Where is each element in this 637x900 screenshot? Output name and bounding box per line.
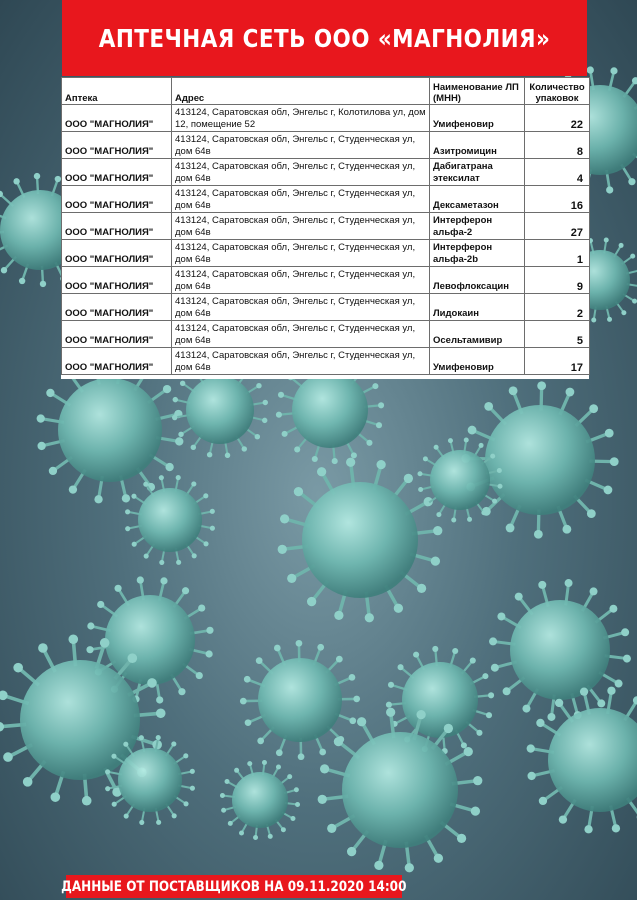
table-row <box>62 186 590 213</box>
table-header-row <box>62 78 590 105</box>
header-banner <box>62 0 587 76</box>
cell-quantity: 2 <box>525 294 590 321</box>
table-row <box>62 348 590 375</box>
cell-drug: Умифеновир <box>430 105 525 132</box>
footer-date-text: ДАННЫЕ ОТ ПОСТАВЩИКОВ НА 09.11.2020 14:00 <box>61 878 407 895</box>
cell-pharmacy: ООО "МАГНОЛИЯ" <box>62 294 172 321</box>
cell-quantity: 9 <box>525 267 590 294</box>
cell-quantity: 5 <box>525 321 590 348</box>
cell-address: 413124, Саратовская обл, Энгельс г, Студенческая ул, дом 64в <box>172 267 430 294</box>
cell-drug: Азитромицин <box>430 132 525 159</box>
cell-pharmacy: ООО "МАГНОЛИЯ" <box>62 321 172 348</box>
cell-quantity: 27 <box>525 213 590 240</box>
cell-pharmacy: ООО "МАГНОЛИЯ" <box>62 213 172 240</box>
table-row <box>62 321 590 348</box>
cell-quantity: 1 <box>525 240 590 267</box>
cell-address: 413124, Саратовская обл, Энгельс г, Студенческая ул, дом 64в <box>172 321 430 348</box>
cell-drug: Осельтамивир <box>430 321 525 348</box>
cell-address: 413124, Саратовская обл, Энгельс г, Студенческая ул, дом 64в <box>172 240 430 267</box>
cell-pharmacy: ООО "МАГНОЛИЯ" <box>62 267 172 294</box>
page-title: АПТЕЧНАЯ СЕТЬ ООО «МАГНОЛИЯ» <box>98 23 551 53</box>
cell-drug: Дексаметазон <box>430 186 525 213</box>
footer-banner <box>61 875 407 898</box>
cell-address: 413124, Саратовская обл, Энгельс г, Студенческая ул, дом 64в <box>172 132 430 159</box>
virus-particle <box>527 687 637 834</box>
cell-quantity: 22 <box>525 105 590 132</box>
cell-address: 413124, Саратовская обл, Энгельс г, Студенческая ул, дом 64в <box>172 348 430 375</box>
cell-quantity: 8 <box>525 132 590 159</box>
table-row <box>62 105 590 132</box>
cell-quantity: 4 <box>525 159 590 186</box>
cell-drug: Дабигатрана этексилат <box>430 159 525 186</box>
virus-particle <box>125 475 215 565</box>
column-header-address: Адрес <box>172 78 430 105</box>
cell-pharmacy: ООО "МАГНОЛИЯ" <box>62 159 172 186</box>
cell-pharmacy: ООО "МАГНОЛИЯ" <box>62 186 172 213</box>
virus-particle <box>220 760 300 840</box>
cell-address: 413124, Саратовская обл, Энгельс г, Студенческая ул, дом 64в <box>172 159 430 186</box>
cell-drug: Интерферон альфа-2b <box>430 240 525 267</box>
table-row <box>62 294 590 321</box>
column-header-quantity: Количество упаковок <box>525 78 590 105</box>
table-row <box>62 213 590 240</box>
cell-pharmacy: ООО "МАГНОЛИЯ" <box>62 132 172 159</box>
virus-particle <box>278 458 443 623</box>
cell-address: 413124, Саратовская обл, Энгельс г, Студенческая ул, дом 64в <box>172 294 430 321</box>
virus-particle <box>461 381 618 538</box>
cell-quantity: 16 <box>525 186 590 213</box>
cell-quantity: 17 <box>525 348 590 375</box>
cell-drug: Левофлоксацин <box>430 267 525 294</box>
stock-table-container <box>61 77 589 379</box>
table-row <box>62 267 590 294</box>
cell-address: 413124, Саратовская обл, Энгельс г, Студенческая ул, дом 64в <box>172 186 430 213</box>
table-row <box>62 240 590 267</box>
column-header-drug: Наименование ЛП (МНН) <box>430 78 525 105</box>
cell-address: 413124, Саратовская обл, Энгельс г, Студенческая ул, дом 64в <box>172 213 430 240</box>
cell-drug: Лидокаин <box>430 294 525 321</box>
table-row <box>62 132 590 159</box>
cell-pharmacy: ООО "МАГНОЛИЯ" <box>62 105 172 132</box>
column-header-pharmacy: Аптека <box>62 78 172 105</box>
stock-table <box>61 77 590 375</box>
cell-drug: Интерферон альфа-2 <box>430 213 525 240</box>
table-row <box>62 159 590 186</box>
cell-address: 413124, Саратовская обл, Энгельс г, Колотилова ул, дом 12, помещение 52 <box>172 105 430 132</box>
cell-pharmacy: ООО "МАГНОЛИЯ" <box>62 348 172 375</box>
cell-pharmacy: ООО "МАГНОЛИЯ" <box>62 240 172 267</box>
cell-drug: Умифеновир <box>430 348 525 375</box>
